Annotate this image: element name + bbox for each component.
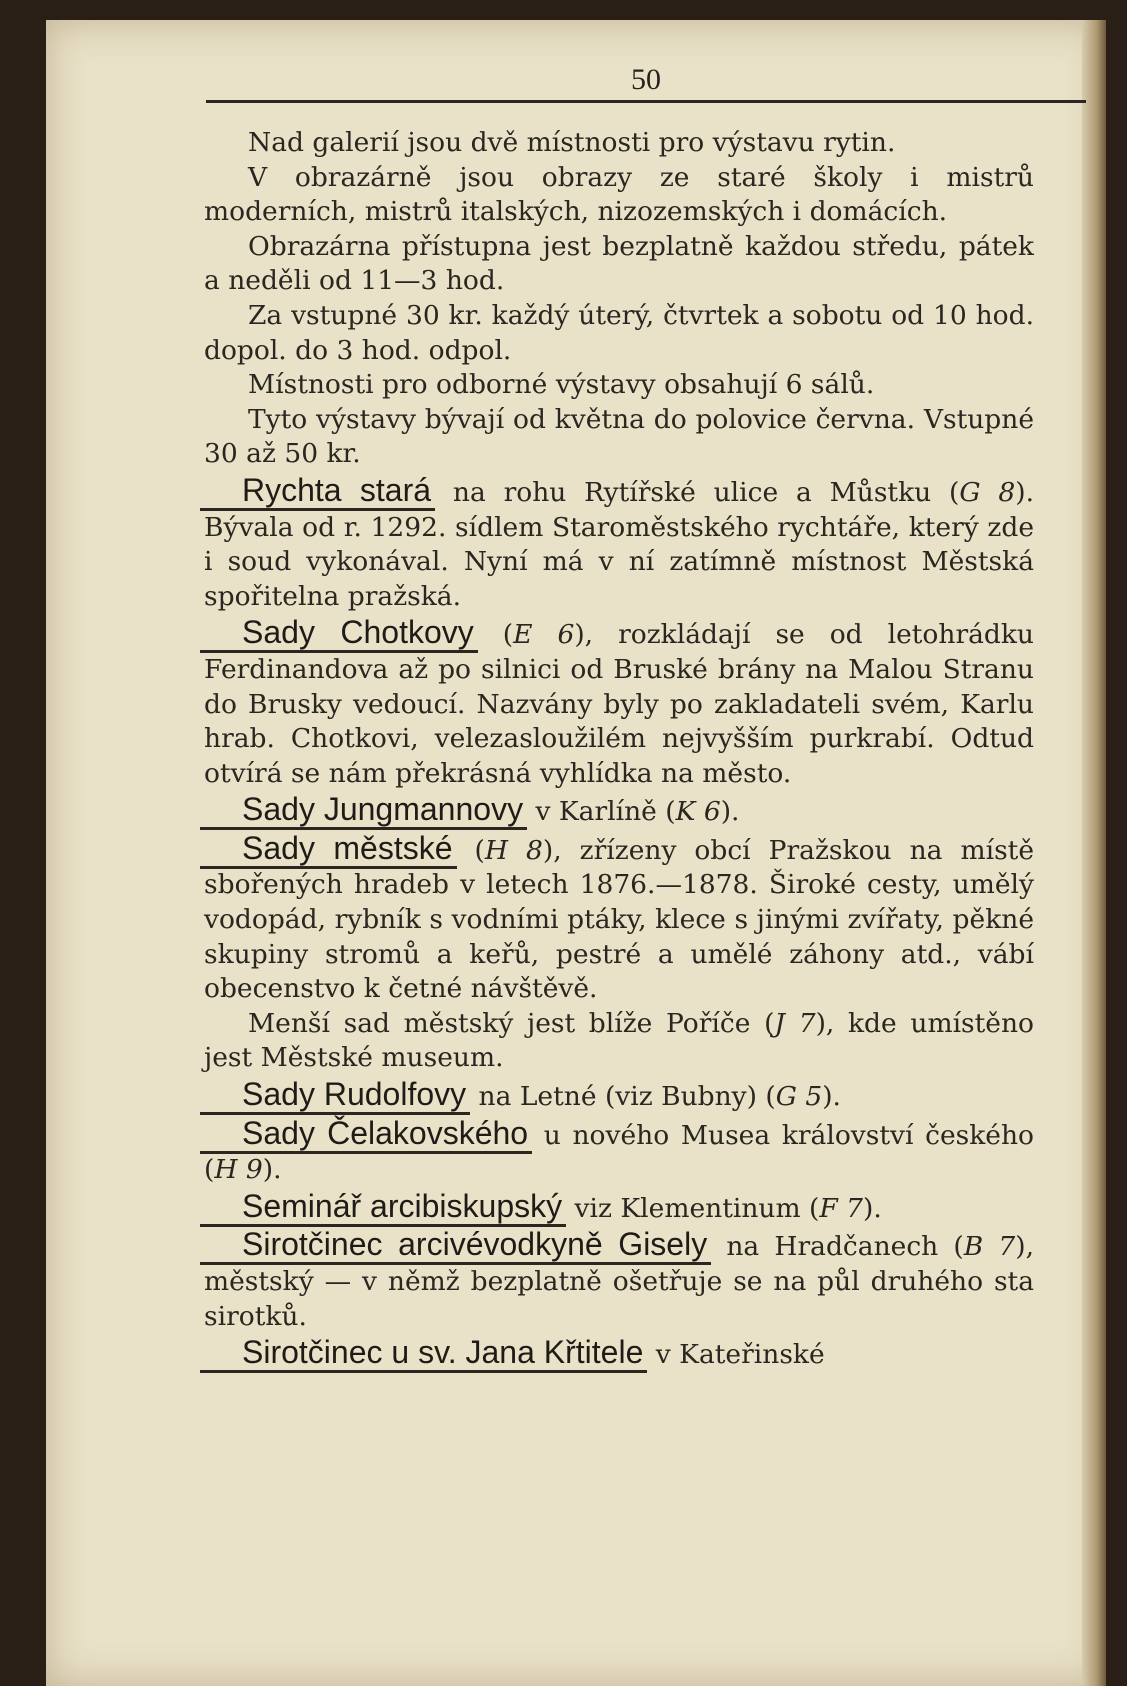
entry-heading: Seminář arcibiskupský — [200, 1188, 566, 1227]
entry-sady-chotkovy — [204, 614, 1034, 791]
entry-text: na Hradčanech ( — [711, 1231, 964, 1263]
entry-text: ). — [720, 796, 740, 828]
entry-heading: Sady Jungmannovy — [200, 791, 527, 830]
entry-text: u nového Musea království českého ( — [204, 1119, 1034, 1186]
entry-sady-celakovskeho — [204, 1115, 1034, 1188]
entry-mensi-sad — [204, 1007, 1034, 1076]
map-reference: H 8 — [484, 834, 543, 866]
entry-text: ), zřízeny obcí Pražskou na místě sbořených hradeb v letech 1876.—1878. Široké cesty, umělý vodopád, rybník s vodními ptáky, klece s jinými zvířaty, pěkné skupiny stromů a keřů, pestré a umělé záhony atd., vábí obecenstvo k četné návštěvě. — [204, 834, 1034, 1005]
map-reference: F 7 — [819, 1192, 864, 1224]
entry-text: ), rozkládají se od letohrádku Ferdinandova až po silnici od Bruské brány na Malou Stranu do Brusky vedoucí. Nazvány byly po zakladateli svém, Karlu hrab. Chotkovi, velezasloužilém nejvyšším purkrabí. Odtud otvírá se nám překrásná vyhlídka na město. — [204, 619, 1034, 789]
paragraph: Místnosti pro odborné výstavy obsahují 6 sálů. — [248, 369, 875, 401]
entry-text: na rohu Rytířské ulice a Můstku ( — [435, 476, 960, 508]
entry-heading: Sady Chotkovy — [200, 614, 478, 653]
entry-heading: Sady městské — [200, 830, 457, 869]
paragraph: Za vstupné 30 kr. každý úterý, čtvrtek a sobotu od 10 hod. dopol. do 3 hod. odpol. — [204, 299, 1034, 366]
entry-text: v Karlíně ( — [527, 796, 676, 828]
paragraph: Tyto výstavy bývají od května do polovice června. Vstupné 30 až 50 kr. — [204, 403, 1034, 470]
map-reference: B 7 — [963, 1231, 1016, 1263]
entry-rychta-stara — [204, 472, 1034, 614]
map-reference: G 8 — [959, 476, 1016, 508]
entry-heading: Rychta stará — [200, 472, 435, 511]
entry-heading: Sady Čelakovského — [200, 1115, 532, 1154]
entry-text: ( — [477, 619, 514, 651]
page-number: 50 — [631, 63, 661, 96]
entry-text: ). — [863, 1192, 882, 1224]
page-header — [206, 62, 1086, 103]
entry-text: ), městský — v němž bezplatně ošetřuje se na půl druhého sta sirotků. — [204, 1231, 1034, 1332]
entry-sirotcinec-gisely — [204, 1226, 1034, 1334]
entry-text: v Kateřinské — [647, 1339, 825, 1371]
map-reference: K 6 — [675, 796, 721, 828]
entry-text: ). Bývala od r. 1292. sídlem Staroměstského rychtáře, který zde i soud vykonával. Nyní má v ní zatímně místnost Městská spořitelna pražská. — [204, 476, 1035, 612]
page-text — [204, 126, 1034, 1373]
entry-sady-mestske — [204, 830, 1034, 1007]
paragraph: Obrazárna přístupna jest bezplatně každou středu, pátek a neděli od 11—3 hod. — [204, 230, 1034, 297]
entry-seminar-arcibiskupsky — [204, 1188, 1034, 1227]
map-reference: E 6 — [513, 619, 575, 651]
map-reference: H 9 — [214, 1154, 263, 1186]
entry-text: ), kde umístěno jest Městské museum. — [204, 1007, 1034, 1074]
entry-text: na Letné (viz Bubny) ( — [470, 1081, 776, 1113]
entry-sady-jungmannovy — [204, 791, 1034, 830]
paragraph: Nad galerií jsou dvě místnosti pro výstavu rytin. — [248, 127, 896, 158]
page-spine-shadow — [1082, 20, 1106, 1686]
entry-text: Menší sad městský jest blíže Poříče ( — [248, 1007, 775, 1039]
entry-text: ). — [262, 1154, 282, 1186]
map-reference: J 7 — [774, 1007, 816, 1039]
entry-heading: Sirotčinec u sv. Jana Křtitele — [200, 1334, 647, 1373]
entry-sady-rudolfovy — [204, 1076, 1034, 1115]
entry-text: viz Klementinum ( — [566, 1192, 820, 1224]
entry-text: ( — [456, 834, 485, 866]
entry-text: ). — [822, 1081, 841, 1113]
header-rule — [206, 100, 1086, 103]
entry-sirotcinec-jana-krtitele — [204, 1334, 1034, 1373]
entry-heading: Sirotčinec arcivévodkyně Gisely — [200, 1226, 711, 1265]
map-reference: G 5 — [775, 1081, 823, 1113]
paragraph: V obrazárně jsou obrazy ze staré školy i mistrů moderních, mistrů italských, nizozemských i domácích. — [204, 161, 1034, 228]
entry-heading: Sady Rudolfovy — [200, 1076, 470, 1115]
